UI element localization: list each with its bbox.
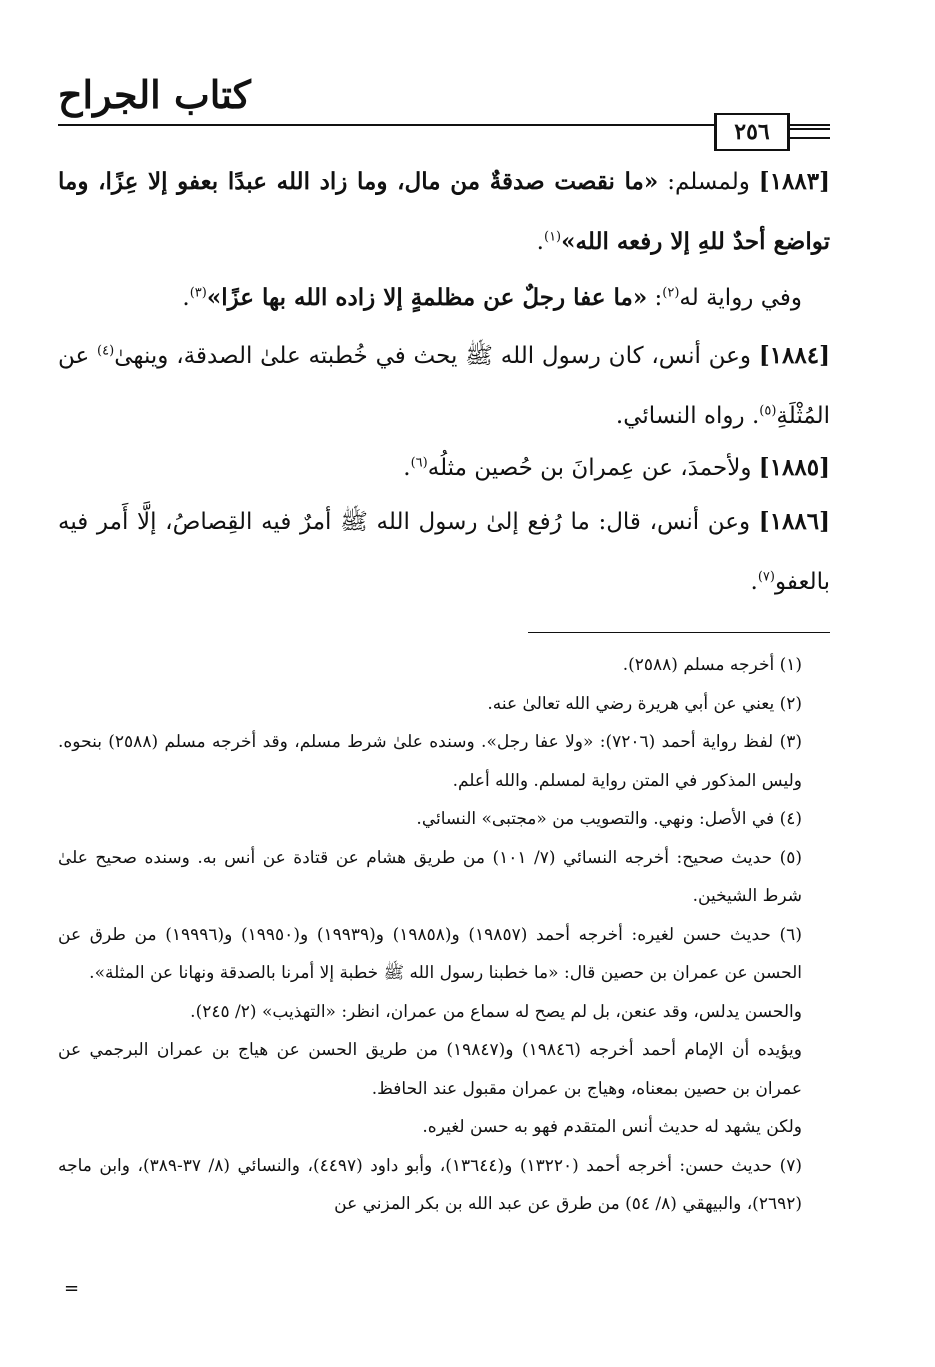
hadith-text: وعن أنس، قال: ما رُفع إلىٰ رسول الله ﷺ أمرٌ فيه القِصاصُ، إلَّا أَمر فيه بالعفو xyxy=(58,509,830,595)
hadith-quote: «ما نقصت صدقةٌ من مال، وما زاد الله عبدًا بعفو إلا عِزًا، وما تواضع أحدٌ للهِ إلا رفعه الله» xyxy=(58,168,830,255)
footnote-6: (٦) حديث حسن لغيره: أخرجه أحمد (١٩٨٥٧) و(١٩٨٥٨) و(١٩٩٣٩) و(١٩٩٥٠) و(١٩٩٩٦) من طرق عن الحسن عن عمران بن حصين قال: «ما خطبنا رسول الله ﷺ خطبة إلا أمرنا بالصدقة ونهانا عن المثلة». xyxy=(58,924,802,983)
footnote-3: (٣) لفظ رواية أحمد (٧٢٠٦): «ولا عفا رجل». وسنده علىٰ شرط مسلم، وقد أخرجه مسلم (٢٥٨٨) بنحوه. وليس المذكور في المتن رواية لمسلم. والله أعلم. xyxy=(58,732,802,791)
footnote-ref: (٤) xyxy=(97,343,115,359)
footnote-7: (٧) حديث حسن: أخرجه أحمد (١٣٢٢٠) و(١٣٦٤٤)، وأبو داود (٤٤٩٧)، والنسائي (٨/ ٣٧-٣٨٩)، وابن ماجه (٢٦٩٢)، والبيهقي (٨/ ٥٤) من طرق عن عبد الله بن بكر المزني عن xyxy=(58,1155,802,1214)
hadith-number: [١٨٨٥] xyxy=(758,454,830,481)
page-number: ٢٥٦ xyxy=(714,113,790,151)
footnote-ref: (١) xyxy=(543,229,562,245)
hadith-text: ولمسلم: xyxy=(658,169,759,195)
hadith-text: وفي رواية له xyxy=(679,285,802,311)
hadith-text-end: . رواه النسائي. xyxy=(615,403,760,429)
hadith-1884 xyxy=(58,326,830,446)
hadith-number: [١٨٨٤] xyxy=(758,342,831,369)
footnote-5: (٥) حديث صحيح: أخرجه النسائي (٧/ ١٠١) من طريق هشام عن قتادة عن أنس به. وسنده صحيح علىٰ شرط الشيخين. xyxy=(58,847,802,906)
hadith-1886 xyxy=(58,492,830,612)
continuation-mark: = xyxy=(64,1278,80,1299)
book-title: كتاب الجراح xyxy=(58,72,251,117)
footnote-2: (٢) يعني عن أبي هريرة رضي الله تعالىٰ عنه. xyxy=(487,693,802,714)
hadith-1885 xyxy=(58,438,830,498)
hadith-1883-variant xyxy=(58,268,830,328)
hadith-text: ولأحمدَ، عن عِمرانَ بن حُصين مثلُه xyxy=(427,455,759,481)
hadith-text-end: . xyxy=(182,285,190,311)
footnote-separator xyxy=(528,632,830,633)
footnote-6-note-c: ولكن يشهد له حديث أنس المتقدم فهو به حسن لغيره. xyxy=(422,1117,802,1137)
hadith-text-end: . xyxy=(536,229,544,255)
footnote-6-note-a: والحسن يدلس، وقد عنعن، بل لم يصح له سماع من عمران، انظر: «التهذيب» (٢/ ٢٤٥). xyxy=(190,1001,802,1022)
footnote-ref: (٧) xyxy=(757,569,775,585)
footnote-1: (١) أخرجه مسلم (٢٥٨٨). xyxy=(622,655,802,675)
hadith-1883 xyxy=(58,152,830,272)
hadith-number: [١٨٨٣] xyxy=(758,168,830,195)
hadith-text-end: . xyxy=(403,455,411,481)
page-number-rule xyxy=(784,128,830,139)
hadith-quote: «ما عفا رجلٌ عن مظلمةٍ إلا زاده الله بها عزًا» xyxy=(206,284,648,311)
hadith-number: [١٨٨٦] xyxy=(758,508,830,535)
hadith-text-end: . xyxy=(750,569,758,595)
footnote-ref: (٦) xyxy=(410,455,428,471)
hadith-text: عن المُثْلَةِ xyxy=(58,343,830,429)
footnotes xyxy=(58,646,830,1224)
footnote-ref: (٣) xyxy=(189,285,207,301)
hadith-text: : xyxy=(647,285,663,311)
footnote-ref: (٥) xyxy=(759,403,777,419)
footnote-6-note-b: ويؤيده أن الإمام أحمد أخرجه (١٩٨٤٦) و(١٩٨٤٧) من طريق الحسن عن هياج بن عمران البرجمي عن عمران بن حصين بمعناه، وهياج بن عمران مقبول عند الحافظ. xyxy=(58,1040,802,1099)
footnote-4: (٤) في الأصل: ونهي. والتصويب من «مجتبى» النسائي. xyxy=(416,809,802,829)
footnote-ref: (٢) xyxy=(662,285,680,301)
hadith-text: وعن أنس، كان رسول الله ﷺ يحث في خُطبته علىٰ الصدقة، وينهىٰ xyxy=(114,343,759,369)
